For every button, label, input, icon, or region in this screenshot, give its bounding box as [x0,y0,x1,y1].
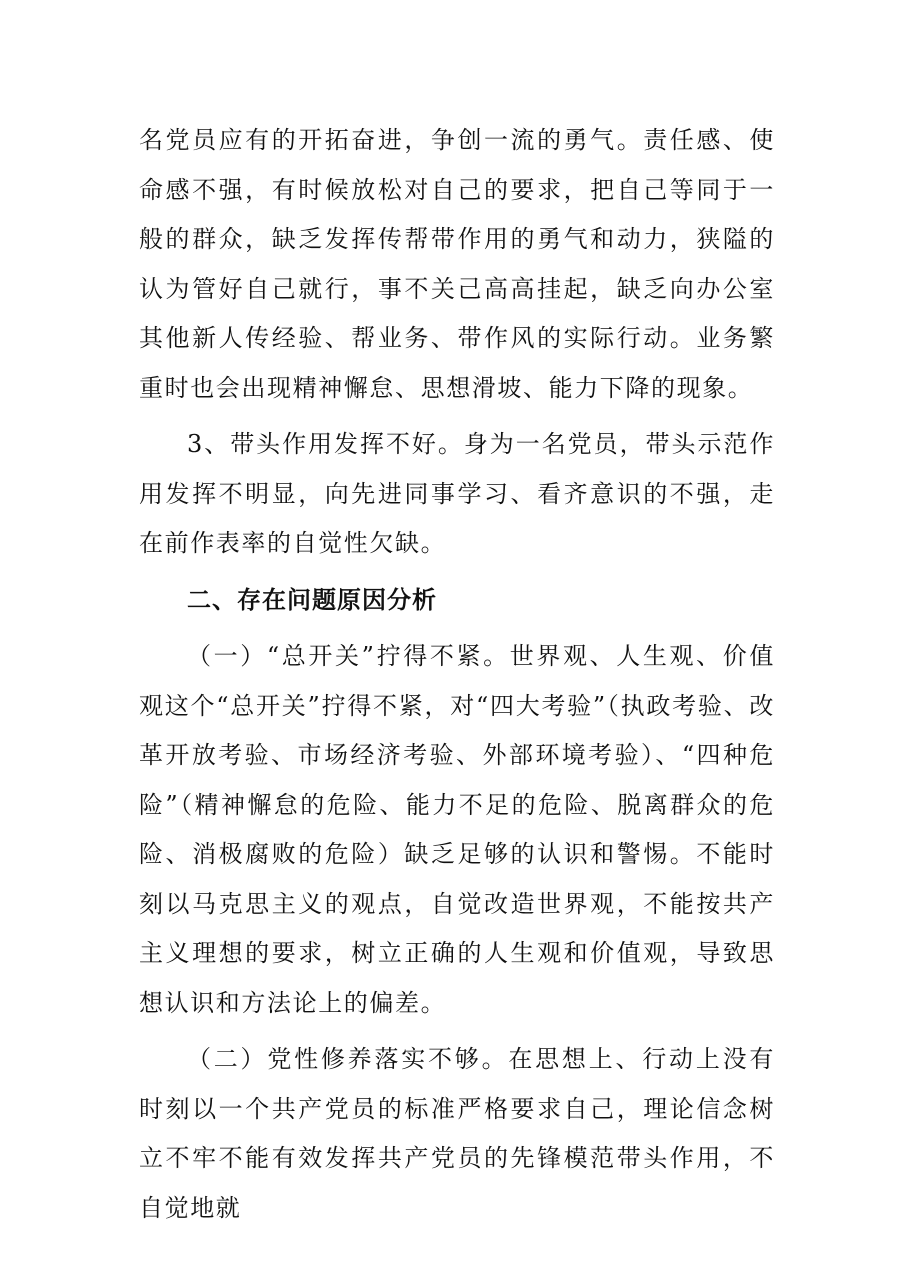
paragraph-master-switch: （一）“总开关”拧得不紧。世界观、人生观、价值观这个“总开关”拧得不紧，对“四大考验”（执政考验、改革开放考验、市场经济考验、外部环境考验）、“四种危险”（精神懈怠的危险、能力不足的危险、脱离群众的危险、消极腐败的危险）缺乏足够的认识和警惕。不能时刻以马克思主义的观点，自觉改造世界观，不能按共产主义理想的要求，树立正确的人生观和价值观，导致思想认识和方法论上的偏差。 [139,642,775,1017]
paragraph-leading-role: 3、带头作用发挥不好。身为一名党员，带头示范作用发挥不明显，向先进同事学习、看齐意识的不强，走在前作表率的自觉性欠缺。 [139,430,775,557]
section-heading-cause-analysis: 二、存在问题原因分析 [187,585,437,614]
paragraph-party-spirit: （二）党性修养落实不够。在思想上、行动上没有时刻以一个共产党员的标准严格要求自己，理论信念树立不牢不能有效发挥共产党员的先锋模范带头作用，不自觉地就 [139,1045,775,1222]
paragraph-spacer [139,1028,775,1035]
paragraph-responsibility: 名党员应有的开拓奋进，争创一流的勇气。责任感、使命感不强，有时候放松对自己的要求，把自己等同于一般的群众，缺乏发挥传帮带作用的勇气和动力，狭隘的认为管好自己就行，事不关己高高挂起，缺乏向办公室其他新人传经验、帮业务、带作风的实际行动。业务繁重时也会出现精神懈怠、思想滑坡、能力下降的现象。 [139,126,775,402]
document-body [139,116,775,1233]
paragraph-spacer [139,413,775,420]
paragraph-spacer [139,625,775,632]
paragraph-spacer [139,569,775,576]
